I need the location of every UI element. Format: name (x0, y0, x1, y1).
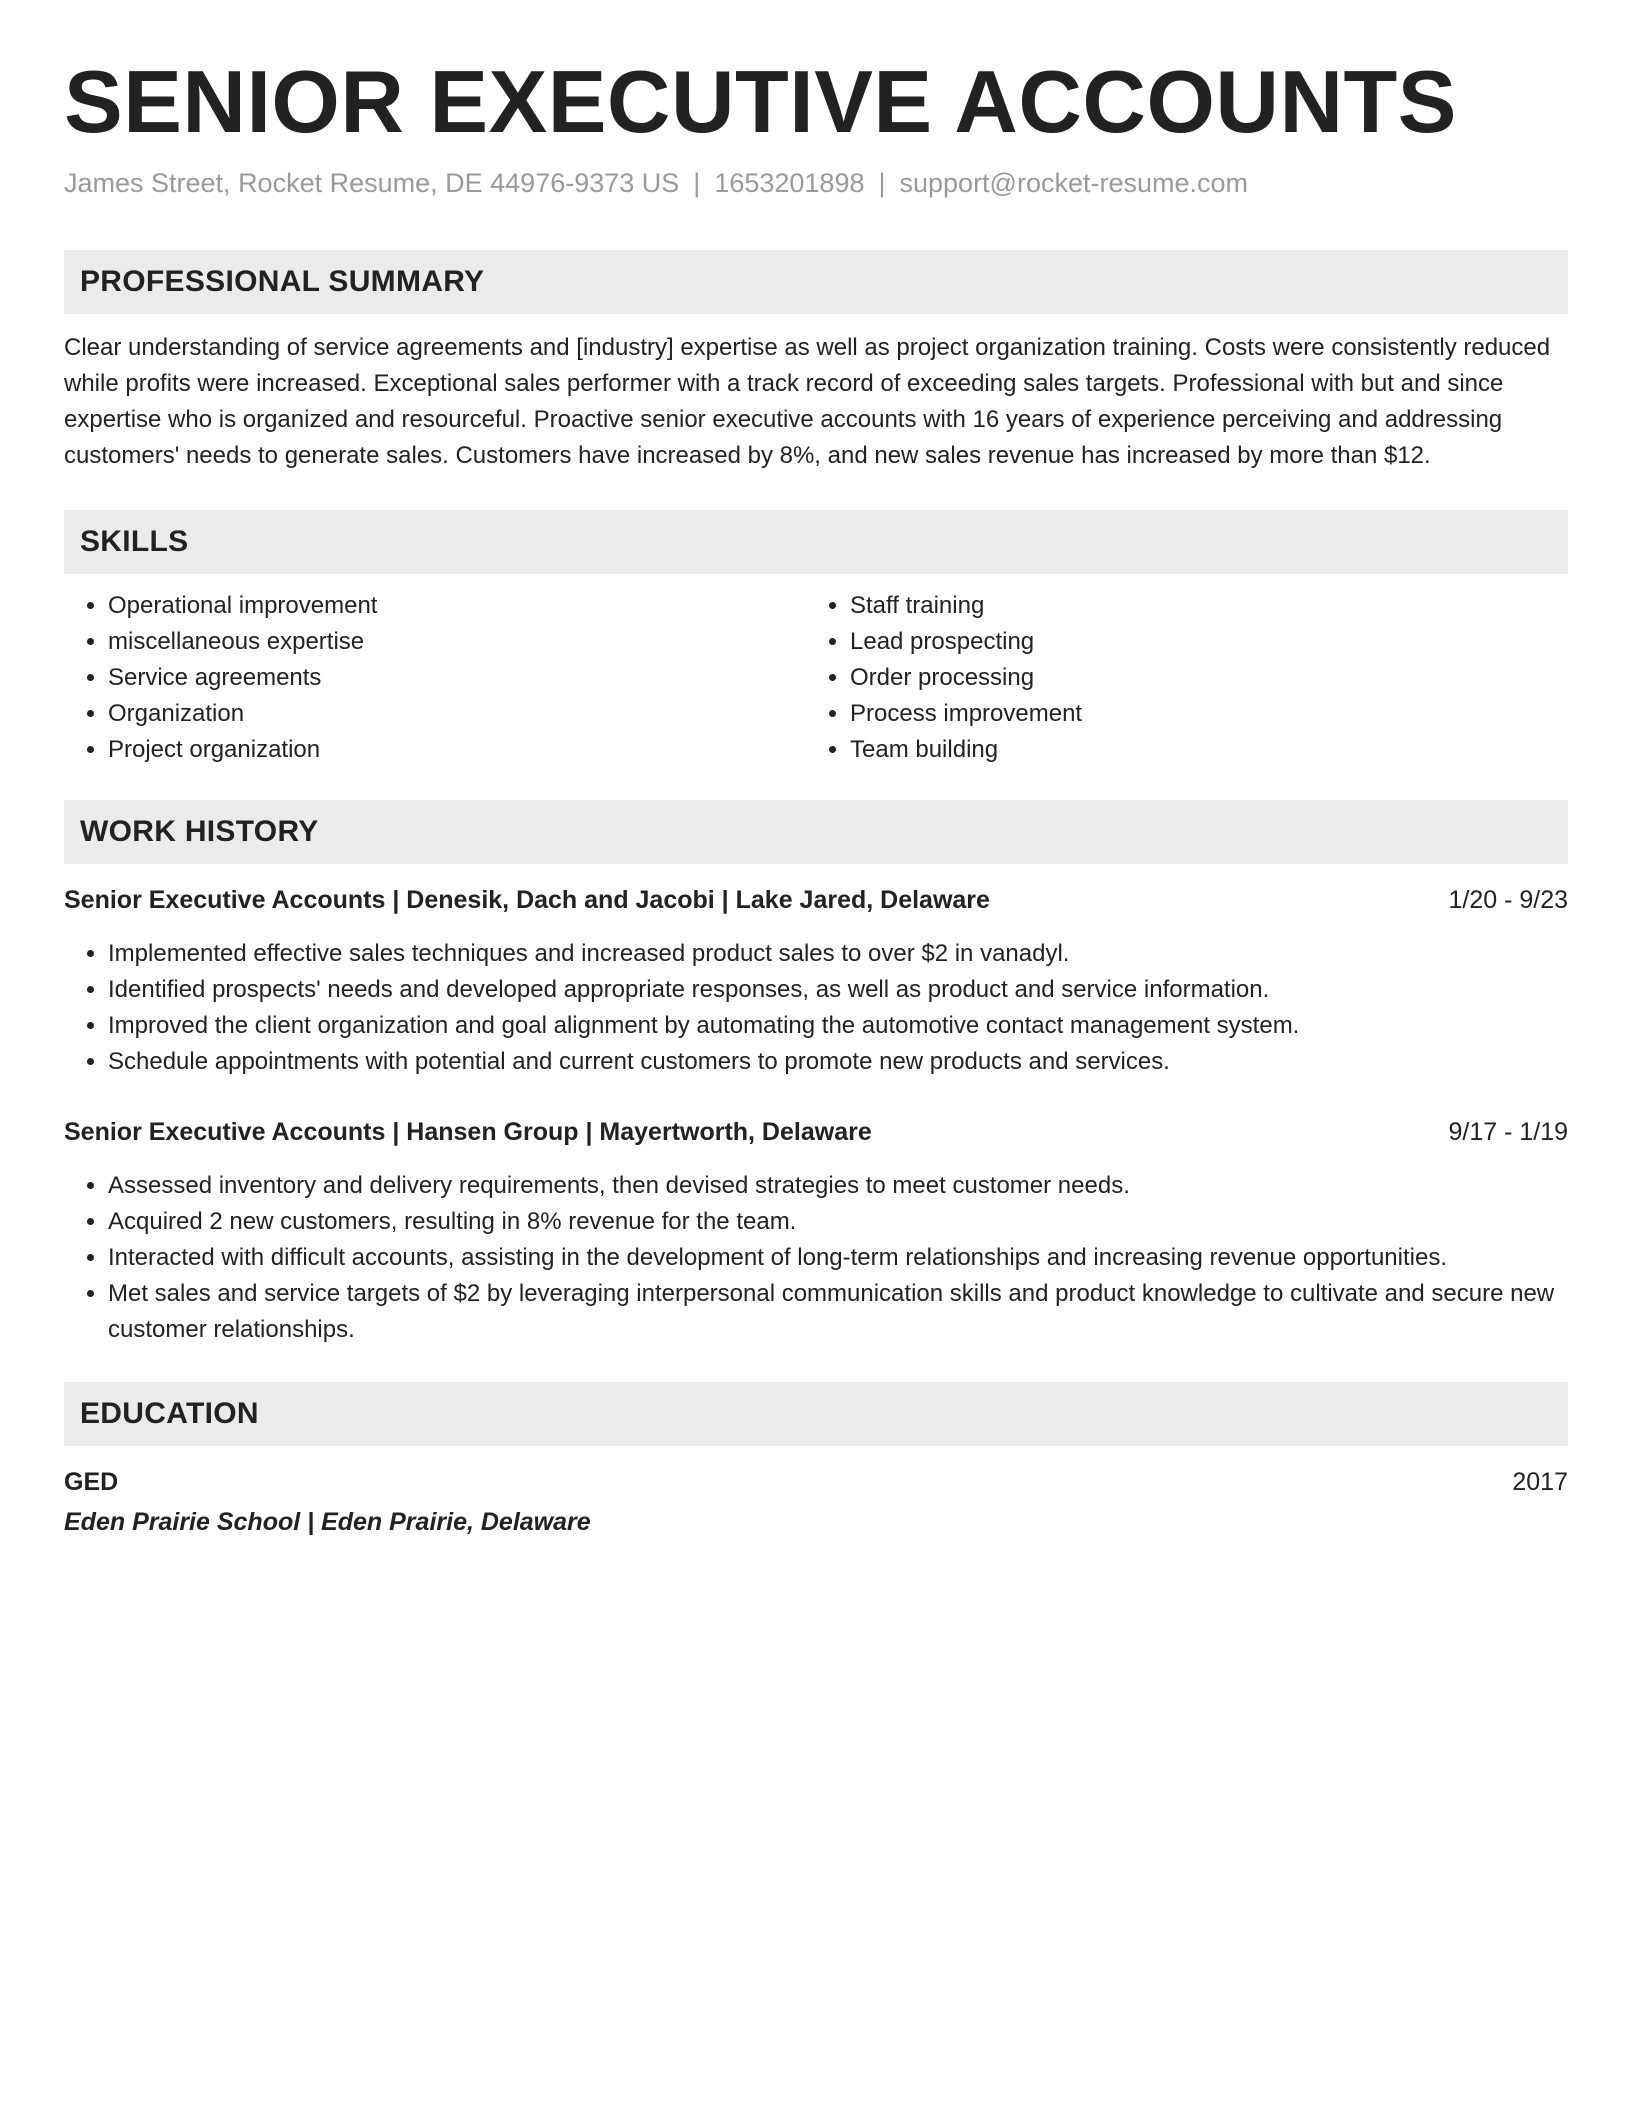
job-dates: 1/20 - 9/23 (1448, 886, 1568, 914)
job-bullets (64, 1168, 1568, 1348)
education-school: Eden Prairie School | Eden Prairie, Delaware (64, 1508, 591, 1536)
summary-text: Clear understanding of service agreements and [industry] expertise as well as project organization training. Costs were consistently reduced while profits were increased. Exceptional sales performer with a track record of exceeding sales targets. Professional with but and since expertise who is organized and resourceful. Proactive senior executive accounts with 16 years of experience perceiving and addressing customers' needs to generate sales. Customers have increased by 8%, and new sales revenue has increased by more than $12. (64, 334, 1551, 469)
contact-email: support@rocket-resume.com (899, 168, 1249, 198)
job-bullet: • Met sales and service targets of $2 by leveraging interpersonal communication skills and product knowledge to cultivate and secure new customer relationships. (108, 1276, 1568, 1348)
education-year: 2017 (1512, 1468, 1568, 1496)
skills-column-left (64, 588, 806, 768)
contact-phone: 1653201898 (714, 168, 865, 198)
job-title: Senior Executive Accounts | Hansen Group | Mayertworth, Delaware (64, 1118, 872, 1146)
education-degree: GED (64, 1468, 119, 1496)
skill-item: • Lead prospecting (850, 624, 1548, 660)
job-bullet: • Implemented effective sales techniques and increased product sales to over $2 in vanadyl. (108, 936, 1568, 972)
skill-item: • miscellaneous expertise (108, 624, 806, 660)
skill-item: • Team building (850, 732, 1548, 768)
education-row (64, 1464, 1568, 1500)
contact-address: James Street, Rocket Resume, DE 44976-9373 US (64, 168, 680, 198)
job-entry (64, 882, 1568, 1080)
job-entry (64, 1114, 1568, 1348)
section-header-summary: PROFESSIONAL SUMMARY (64, 250, 1568, 314)
job-bullet: • Interacted with difficult accounts, assisting in the development of long-term relationships and increasing revenue opportunities. (108, 1240, 1568, 1276)
candidate-name: SENIOR EXECUTIVE ACCOUNTS (64, 52, 1457, 151)
section-header-skills: SKILLS (64, 510, 1568, 574)
job-dates: 9/17 - 1/19 (1448, 1118, 1568, 1146)
skill-item: • Order processing (850, 660, 1548, 696)
job-bullet: • Improved the client organization and goal alignment by automating the automotive contact management system. (108, 1008, 1568, 1044)
skill-item: • Organization (108, 696, 806, 732)
skill-item: • Operational improvement (108, 588, 806, 624)
section-header-work-history: WORK HISTORY (64, 800, 1568, 864)
skill-item: • Project organization (108, 732, 806, 768)
job-heading-row (64, 1114, 1568, 1150)
section-header-education: EDUCATION (64, 1382, 1568, 1446)
skill-item: • Process improvement (850, 696, 1548, 732)
skills-list (64, 588, 1568, 768)
contact-separator: | (878, 168, 886, 198)
contact-separator: | (693, 168, 701, 198)
job-bullets (64, 936, 1568, 1080)
skill-item: • Service agreements (108, 660, 806, 696)
job-title: Senior Executive Accounts | Denesik, Dach and Jacobi | Lake Jared, Delaware (64, 886, 990, 914)
job-bullet: • Assessed inventory and delivery requirements, then devised strategies to meet customer needs. (108, 1168, 1568, 1204)
job-bullet: • Acquired 2 new customers, resulting in 8% revenue for the team. (108, 1204, 1568, 1240)
job-bullet: • Identified prospects' needs and developed appropriate responses, as well as product and service information. (108, 972, 1568, 1008)
contact-line (64, 166, 1568, 200)
job-bullet: • Schedule appointments with potential and current customers to promote new products and services. (108, 1044, 1568, 1080)
resume-page (64, 52, 1568, 1540)
skill-item: • Staff training (850, 588, 1548, 624)
skills-column-right (806, 588, 1548, 768)
job-heading-row (64, 882, 1568, 918)
